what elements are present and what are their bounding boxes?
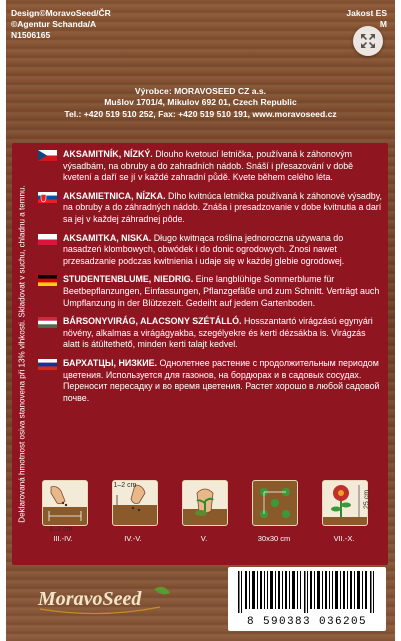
german-flag-icon (38, 275, 57, 286)
entry-sk (38, 191, 382, 226)
sowing-depth-label: III.-IV. (53, 534, 73, 543)
packet-footer (6, 565, 395, 641)
entry-text: Однолетнее растение с продолжительным периодом цветения. Используется для газонов, на бордюрах и в садовых сосудах. Переносит пересадку и во время цветения. Растет хорошо в любой садовой почве. (63, 357, 380, 403)
description-panel (12, 143, 388, 565)
entry-title: AKSAMITNÍK, NÍZKÝ. (63, 149, 153, 159)
entry-text: Dlouho kvetoucí letnička, používaná k záhonovým výsadbám, na obruby a do zahradních nádob. Snáší i přesazování v době kvetení a daří se jí v každé zahradní půdě. Kvete během celého léta. (63, 149, 354, 183)
entry-ru (38, 358, 382, 404)
seed-packet-back (6, 0, 395, 641)
quality-sub: M (379, 19, 387, 29)
polish-flag-icon (38, 234, 57, 245)
flowering-icon (322, 480, 368, 526)
storage-note-text: Deklarovaná hmotnost osiva stanovena při 13% vlhkosti. Skladovat v suchu, chladnu a temnu. (17, 185, 27, 523)
header-credits (11, 8, 111, 41)
transplant-label: V. (200, 534, 208, 543)
flowering-label: VII.-X. (333, 534, 355, 543)
barcode (228, 567, 386, 631)
expand-icon (361, 34, 375, 48)
entry-text: Dlho kvitnúca letnička používaná k záhonové výsadby, na obruby a do záhradných nádob. Znáša i presadzovanie v dobe kvitnutia a darí sa jej v každej záhradnej pôde. (63, 190, 382, 224)
depth-label-1: 1–2 cm (49, 526, 73, 533)
sowing-outdoor-label: IV.-V. (124, 534, 142, 543)
agentur-credit: ©Agentur Schanda/A (11, 19, 97, 29)
height-label: 25 cm (363, 489, 371, 510)
producer-address: Mušlov 1701/4, Mikulov 692 01, Czech Republic (104, 97, 297, 108)
producer-name: Výrobce: MORAVOSEED CZ a.s. (134, 86, 267, 96)
hungarian-flag-icon (38, 317, 57, 328)
entry-cz (38, 149, 382, 184)
czech-flag-icon (38, 150, 57, 161)
svg-text:MoravoSeed: MoravoSeed (38, 588, 142, 610)
storage-note (12, 143, 32, 565)
sowing-depth-icon (42, 480, 88, 526)
depth-label-2: 1–2 cm (113, 482, 137, 489)
entry-title: AKSAMITKA, NISKA. (63, 232, 152, 243)
entry-text: Długo kwitnąca roślina jednoroczna używana do nasadzeń klombowych, obwódek i do donic ogrodowych. Znosi nawet przesadzanie podczas kwitnienia i udaje się w każdej glebie ogrodowej. (63, 232, 345, 266)
spacing-label: 30x30 cm (257, 534, 291, 543)
spacing-icon (252, 480, 298, 526)
entry-title: STUDENTENBLUME, NIEDRIG. (63, 274, 194, 285)
moravoseed-logo (36, 581, 176, 622)
entry-title: AKSAMIETNICA, NÍZKA. (63, 190, 166, 201)
producer-info (6, 86, 395, 120)
barcode-bars (228, 567, 386, 615)
russian-flag-icon (38, 359, 57, 370)
entry-title: БАРХАТЦЫ, НИЗКИЕ. (63, 357, 157, 368)
descriptions (38, 149, 382, 411)
design-credit: Design©MoravoSeed/ČR (11, 8, 111, 18)
producer-contact: Tel.: +420 519 510 252, Fax: +420 519 510 191, www.moravoseed.cz (64, 108, 337, 119)
entry-text: Hosszantartó virágzású egynyári növény, alkalmas a virágágyakba, szegélyekre és kerti dézsákba is. Virágzás alatt is átültethető, minden kerti talajt kedvel. (63, 316, 373, 350)
transplant-icon (182, 480, 228, 526)
product-code: N1506165 (11, 30, 51, 40)
entry-de (38, 274, 382, 309)
entry-text: Eine langblühige Sommerblume für Beetbepflanzungen, Einfassungen, Pflanzgefäße und zum Schnitt. Verträgt auch Umpflanzung in der Blützezeit. Gedeiht auf jedem Gartenboden. (63, 274, 380, 308)
entry-title: BÁRSONYVIRÁG, ALACSONY SZÉTÁLLÓ. (63, 316, 242, 327)
quality-label: Jakost ES (346, 8, 387, 18)
expand-image-button[interactable] (353, 26, 383, 56)
entry-pl (38, 233, 382, 268)
slovak-flag-icon (38, 192, 57, 203)
entry-hu (38, 316, 382, 351)
barcode-number: 8 590383 036205 (246, 616, 368, 628)
